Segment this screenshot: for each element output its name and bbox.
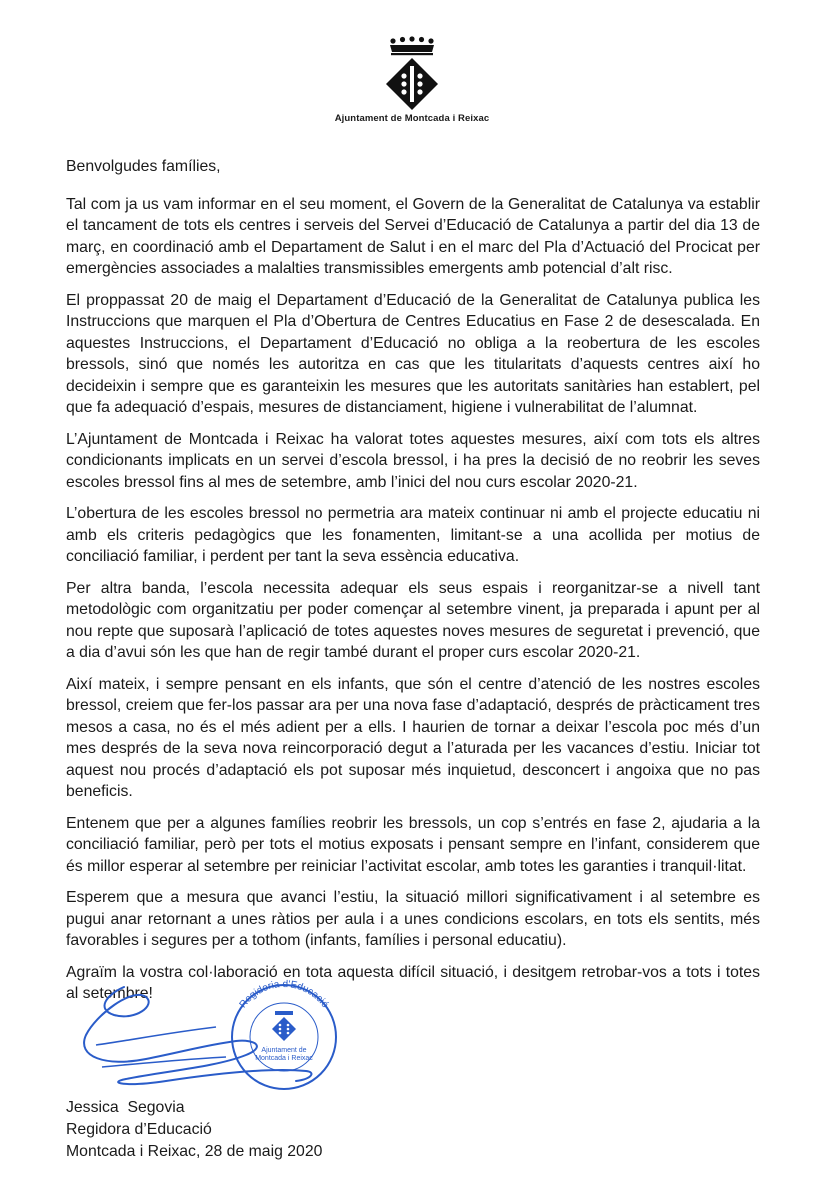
signer-title: Regidora d’Educació	[66, 1120, 212, 1138]
letterhead	[328, 36, 496, 124]
letter-body	[66, 156, 760, 1015]
handwritten-signature	[84, 987, 311, 1084]
stamp-top-text: Regidoria d'Educació	[237, 978, 331, 1011]
paragraph: Per altra banda, l’escola necessita adequar els seus espais i reorganitzar-se a nivell tant metodològic com organitzatiu per poder començar al setembre vinent, ja preparada i apunt per al nou repte que suposarà l’aplicació de totes aquestes noves mesures de seguretat i prevenció, que a dia d’avui són les que han de regir també durant el proper curs escolar 2020-21.	[66, 579, 760, 661]
paragraph: Així mateix, i sempre pensant en els infants, que són el centre d’atenció de les nostres escoles bressol, creiem que fer-los passar ara per una nova fase d’adaptació, després de pràcticament tres mesos a casa, no és el més adient per a ells. I haurien de tornar a deixar l’escola poc més d’un mes després de la seva nova reincorporació degut a l’aturada per les vacances d’estiu. Iniciar tot aquest nou procés d’adaptació els pot suposar més inquietud, desconcert i angoixa que no pas beneficis.	[66, 675, 760, 800]
paragraph: L’Ajuntament de Montcada i Reixac ha valorat totes aquestes mesures, així com tots els altres condicionants implicats en un servei d’escola bressol, i ha pres la decisió de no reobrir les seves escoles bressol fins al mes de setembre, amb l’inici del nou curs escolar 2020-21.	[66, 430, 760, 491]
paragraph: Esperem que a mesura que avanci l’estiu, la situació millori significativament i al setembre es pugui anar retornant a unes ràtios per aula i a unes condicions escolars, en tots els sentits, més favorables i segures per a tothom (infants, famílies i personal educatiu).	[66, 889, 760, 949]
stamp-bottom-line2: Montcada i Reixac	[255, 1055, 313, 1062]
paragraph: Agraïm la vostra col·laboració en tota aquesta difícil situació, i desitgem retrobar-vos a tots i totes al setembre!	[66, 963, 760, 1002]
signer-name: Jessica Segovia	[66, 1099, 185, 1116]
signer-block	[66, 1097, 212, 1140]
municipal-crest-icon	[384, 36, 440, 112]
signature-stamp-area	[66, 975, 366, 1095]
org-name: Ajuntament de Montcada i Reixac	[334, 113, 490, 124]
paragraph: El proppassat 20 de maig el Departament d’Educació de la Generalitat de Catalunya publica les Instruccions que marquen el Pla d’Obertura de Centres Educatius en Fase 2 de desescalada. En aquestes Instruccions, el Departament d’Educació no obliga a la reobertura de les escoles bressols, sinó que només les autoritza en cas que les titularitats d’aquests centres així ho decideixin i sempre que es garanteixin les mesures que les autoritats sanitàries han establert, pel que fa adequació d’espais, mesures de distanciament, higiene i vulnerabilitat de l’alumnat.	[66, 291, 760, 416]
official-stamp	[232, 979, 336, 1089]
greeting: Benvolgudes famílies,	[66, 158, 221, 175]
paragraph: L’obertura de les escoles bressol no permetria ara mateix continuar ni amb el projecte educatiu ni amb els criteris pedagògics que les fonamenten, limitant-se a una acollida per motius de conciliació familiar, i perdent per tant la seva essència educativa.	[66, 505, 760, 565]
paragraph: Entenem que per a algunes famílies reobrir les bressols, un cop s’entrés en fase 2, ajudaria a la conciliació familiar, però per tots el motius exposats i pensant sempre en l’infant, considerem que és millor esperar al setembre per reiniciar l’activitat escolar, amb totes les garanties i tranquil·litat.	[66, 814, 760, 875]
place-date: Montcada i Reixac, 28 de maig 2020	[66, 1143, 323, 1160]
stamp-bottom-line1: Ajuntament de	[261, 1047, 307, 1054]
svg-text:Regidoria d'Educació	[238, 979, 331, 1011]
paragraph: Tal com ja us vam informar en el seu moment, el Govern de la Generalitat de Catalunya va establir el tancament de tots els centres i serveis del Servei d’Educació de Catalunya a partir del dia 13 de març, en coordinació amb el Departament de Salut i en el marc del Pla d’Actuació del Procicat per emergències associades a malalties transmissibles emergents amb potencial d’alt risc.	[66, 195, 760, 277]
